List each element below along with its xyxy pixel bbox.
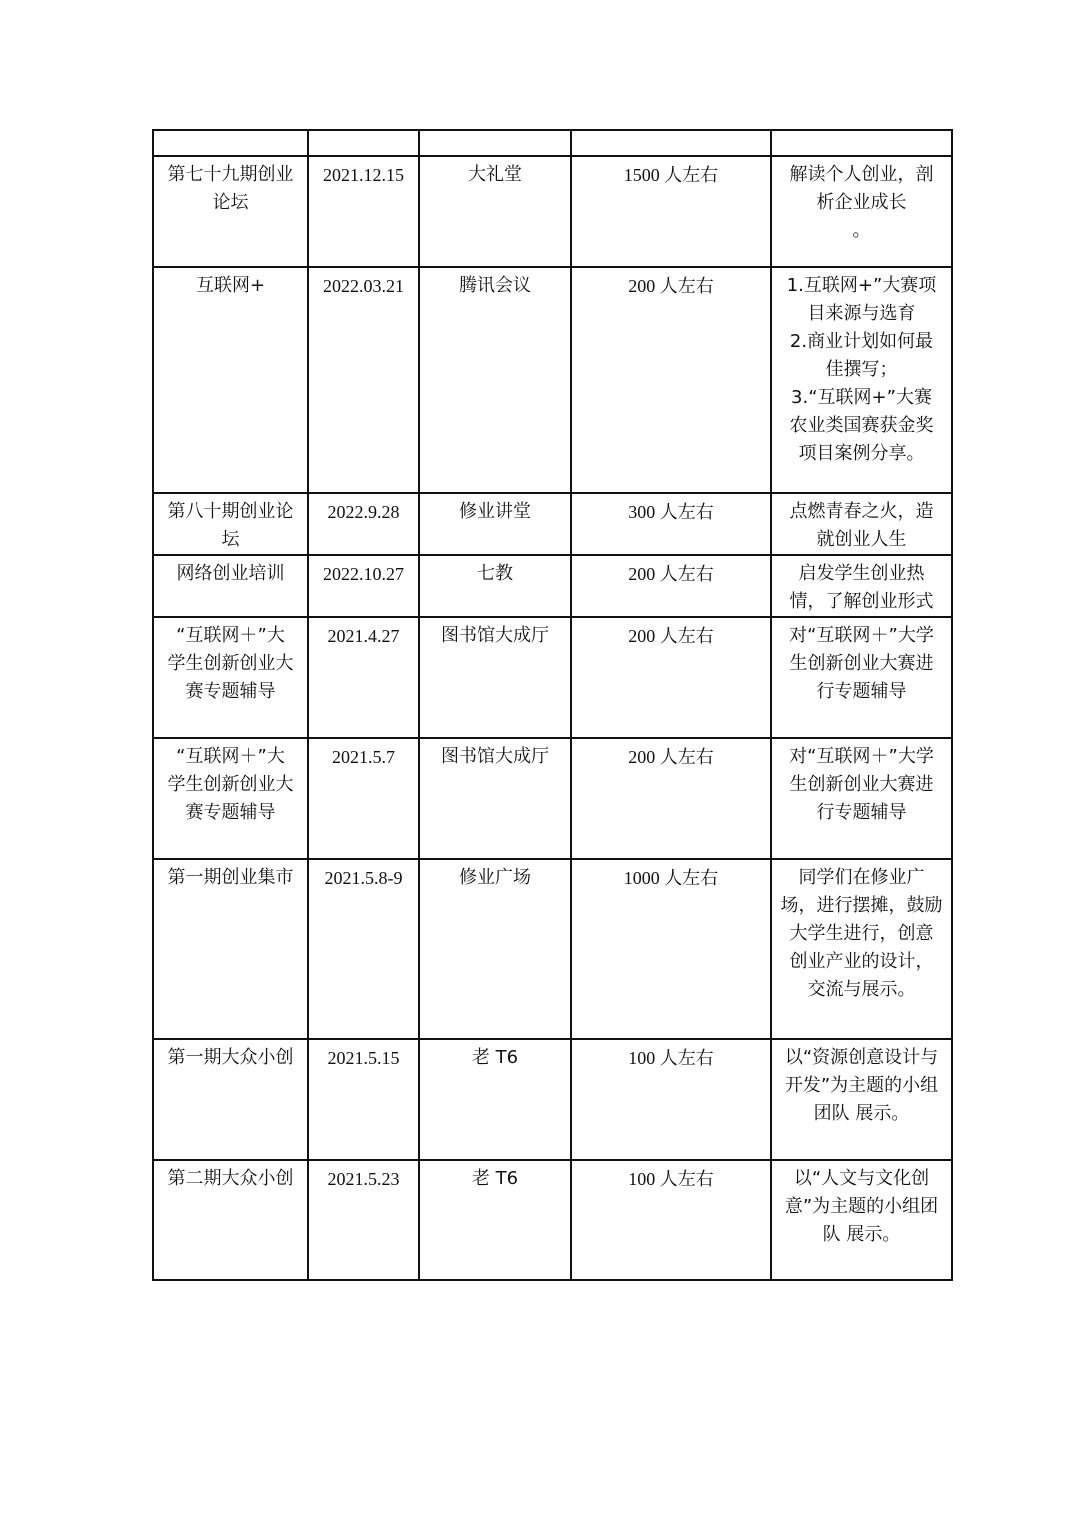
header-cell-people <box>571 130 771 156</box>
event-venue-cell <box>419 267 571 493</box>
cell-text-line: 农业类国赛获金奖 <box>789 415 934 436</box>
event-description-cell <box>771 1160 952 1280</box>
cell-text-line: 学生创新创业大 <box>167 774 294 795</box>
cell-text-line: 图书馆大成厅 <box>441 625 549 646</box>
table-row <box>153 156 952 267</box>
event-venue-cell <box>419 617 571 738</box>
cell-text-line: 七教 <box>477 563 513 584</box>
cell-text-line: 互联网+ <box>195 275 266 296</box>
cell-text-line: 1000 人左右 <box>623 868 719 888</box>
event-description-cell <box>771 267 952 493</box>
table-row <box>153 267 952 493</box>
header-cell-date <box>308 130 419 156</box>
cell-text-line: 队 展示。 <box>822 1224 901 1245</box>
event-description-cell <box>771 156 952 267</box>
cell-text-line: 网络创业培训 <box>176 563 285 584</box>
cell-text-line: “互联网＋”大 <box>176 625 285 646</box>
table-row <box>153 1039 952 1160</box>
cell-text-line: 1.互联网+”大赛项 <box>786 275 937 296</box>
cell-text-line: 同学们在修业广 <box>798 867 925 888</box>
event-date-cell <box>308 617 419 738</box>
event-venue-cell <box>419 1160 571 1280</box>
cell-text-line: 2021.5.8-9 <box>324 868 403 888</box>
cell-text-line: 大礼堂 <box>468 164 522 185</box>
cell-text-line: 创业产业的设计， <box>789 951 934 972</box>
cell-text-line: 析企业成长 <box>816 192 907 213</box>
header-cell-venue <box>419 130 571 156</box>
event-description-cell <box>771 859 952 1039</box>
event-name-cell <box>153 859 308 1039</box>
cell-text-line: “互联网＋”大 <box>176 746 285 767</box>
cell-text-line: 开发”为主题的小组 <box>784 1075 939 1096</box>
cell-text-line: 以“人文与文化创 <box>793 1168 930 1189</box>
event-description-cell <box>771 555 952 617</box>
event-venue-cell <box>419 493 571 555</box>
cell-text-line: 老 T6 <box>471 1168 519 1189</box>
cell-text-line: 2022.03.21 <box>323 276 404 296</box>
cell-text-line: 项目案例分享。 <box>798 443 925 464</box>
cell-text-line: 第一期大众小创 <box>167 1047 294 1068</box>
event-attendance-cell <box>571 493 771 555</box>
table-row <box>153 738 952 859</box>
cell-text-line: 生创新创业大赛进 <box>789 774 934 795</box>
cell-text-line: 2022.9.28 <box>327 502 400 522</box>
event-description-cell <box>771 493 952 555</box>
cell-text-line: 2021.5.7 <box>332 747 395 767</box>
event-venue-cell <box>419 156 571 267</box>
event-attendance-cell <box>571 1039 771 1160</box>
table-row <box>153 617 952 738</box>
event-venue-cell <box>419 738 571 859</box>
cell-text-line: 200 人左右 <box>628 564 714 584</box>
cell-text-line: 2021.5.23 <box>327 1169 400 1189</box>
event-attendance-cell <box>571 859 771 1039</box>
event-name-cell <box>153 1160 308 1280</box>
event-attendance-cell <box>571 617 771 738</box>
event-venue-cell <box>419 555 571 617</box>
events-table <box>152 129 953 1281</box>
cell-text-line: 2021.4.27 <box>327 626 400 646</box>
event-attendance-cell <box>571 1160 771 1280</box>
cell-text-line: 团队 展示。 <box>813 1103 910 1124</box>
event-description-cell <box>771 738 952 859</box>
cell-text-line: 200 人左右 <box>628 626 714 646</box>
table-body <box>153 130 952 1280</box>
table-row <box>153 859 952 1039</box>
cell-text-line: 论坛 <box>212 192 249 213</box>
event-date-cell <box>308 859 419 1039</box>
header-cell-desc <box>771 130 952 156</box>
cell-text-line: 2021.5.15 <box>327 1048 400 1068</box>
cell-text-line: 100 人左右 <box>628 1048 714 1068</box>
cell-text-line: 以“资源创意设计与 <box>784 1047 939 1068</box>
event-name-cell <box>153 267 308 493</box>
cell-text-line: 目来源与选育 <box>807 303 916 324</box>
event-name-cell <box>153 156 308 267</box>
event-venue-cell <box>419 859 571 1039</box>
cell-text-line: 2022.10.27 <box>323 564 404 584</box>
cell-text-line: 赛专题辅导 <box>185 681 276 702</box>
cell-text-line: 修业广场 <box>459 867 531 888</box>
cell-text-line: 200 人左右 <box>628 747 714 767</box>
cell-text-line: 情，了解创业形式 <box>789 591 934 612</box>
cell-text-line: 老 T6 <box>471 1047 519 1068</box>
cell-text-line: 。 <box>852 220 871 241</box>
event-name-cell <box>153 555 308 617</box>
table-row <box>153 555 952 617</box>
event-name-cell <box>153 738 308 859</box>
cell-text-line: 腾讯会议 <box>459 275 531 296</box>
cell-text-line: 200 人左右 <box>628 276 714 296</box>
event-date-cell <box>308 267 419 493</box>
event-date-cell <box>308 738 419 859</box>
cell-text-line: 修业讲堂 <box>459 501 531 522</box>
cell-text-line: 第二期大众小创 <box>167 1168 294 1189</box>
cell-text-line: 启发学生创业热 <box>798 563 925 584</box>
header-row-empty <box>153 130 952 156</box>
cell-text-line: 大学生进行，创意 <box>789 923 934 944</box>
cell-text-line: 行专题辅导 <box>816 681 907 702</box>
cell-text-line: 对“互联网＋”大学 <box>789 746 934 767</box>
cell-text-line: 意”为主题的小组团 <box>784 1196 939 1217</box>
cell-text-line: 坛 <box>221 529 240 550</box>
cell-text-line: 场，进行摆摊，鼓励 <box>780 895 943 916</box>
cell-text-line: 300 人左右 <box>628 502 714 522</box>
event-date-cell <box>308 1039 419 1160</box>
cell-text-line: 100 人左右 <box>628 1169 714 1189</box>
cell-text-line: 点燃青春之火，造 <box>789 501 934 522</box>
event-date-cell <box>308 555 419 617</box>
cell-text-line: 学生创新创业大 <box>167 653 294 674</box>
event-date-cell <box>308 493 419 555</box>
table-row <box>153 1160 952 1280</box>
cell-text-line: 1500 人左右 <box>623 165 719 185</box>
event-attendance-cell <box>571 156 771 267</box>
event-description-cell <box>771 617 952 738</box>
event-date-cell <box>308 156 419 267</box>
cell-text-line: 佳撰写； <box>825 359 898 380</box>
event-attendance-cell <box>571 555 771 617</box>
header-cell-name <box>153 130 308 156</box>
cell-text-line: 3.“互联网+”大赛 <box>791 387 932 408</box>
event-name-cell <box>153 617 308 738</box>
event-name-cell <box>153 1039 308 1160</box>
cell-text-line: 2021.12.15 <box>323 165 404 185</box>
cell-text-line: 图书馆大成厅 <box>441 746 549 767</box>
event-attendance-cell <box>571 738 771 859</box>
cell-text-line: 第八十期创业论 <box>167 501 294 522</box>
event-description-cell <box>771 1039 952 1160</box>
cell-text-line: 对“互联网＋”大学 <box>789 625 934 646</box>
cell-text-line: 赛专题辅导 <box>185 802 276 823</box>
table-row <box>153 493 952 555</box>
cell-text-line: 第一期创业集市 <box>167 867 294 888</box>
cell-text-line: 第七十九期创业 <box>167 164 294 185</box>
event-date-cell <box>308 1160 419 1280</box>
cell-text-line: 交流与展示。 <box>807 979 916 1000</box>
event-name-cell <box>153 493 308 555</box>
event-venue-cell <box>419 1039 571 1160</box>
cell-text-line: 就创业人生 <box>816 529 907 550</box>
cell-text-line: 2.商业计划如何最 <box>789 331 934 352</box>
event-attendance-cell <box>571 267 771 493</box>
cell-text-line: 解读个人创业，剖 <box>789 164 934 185</box>
cell-text-line: 行专题辅导 <box>816 802 907 823</box>
cell-text-line: 生创新创业大赛进 <box>789 653 934 674</box>
